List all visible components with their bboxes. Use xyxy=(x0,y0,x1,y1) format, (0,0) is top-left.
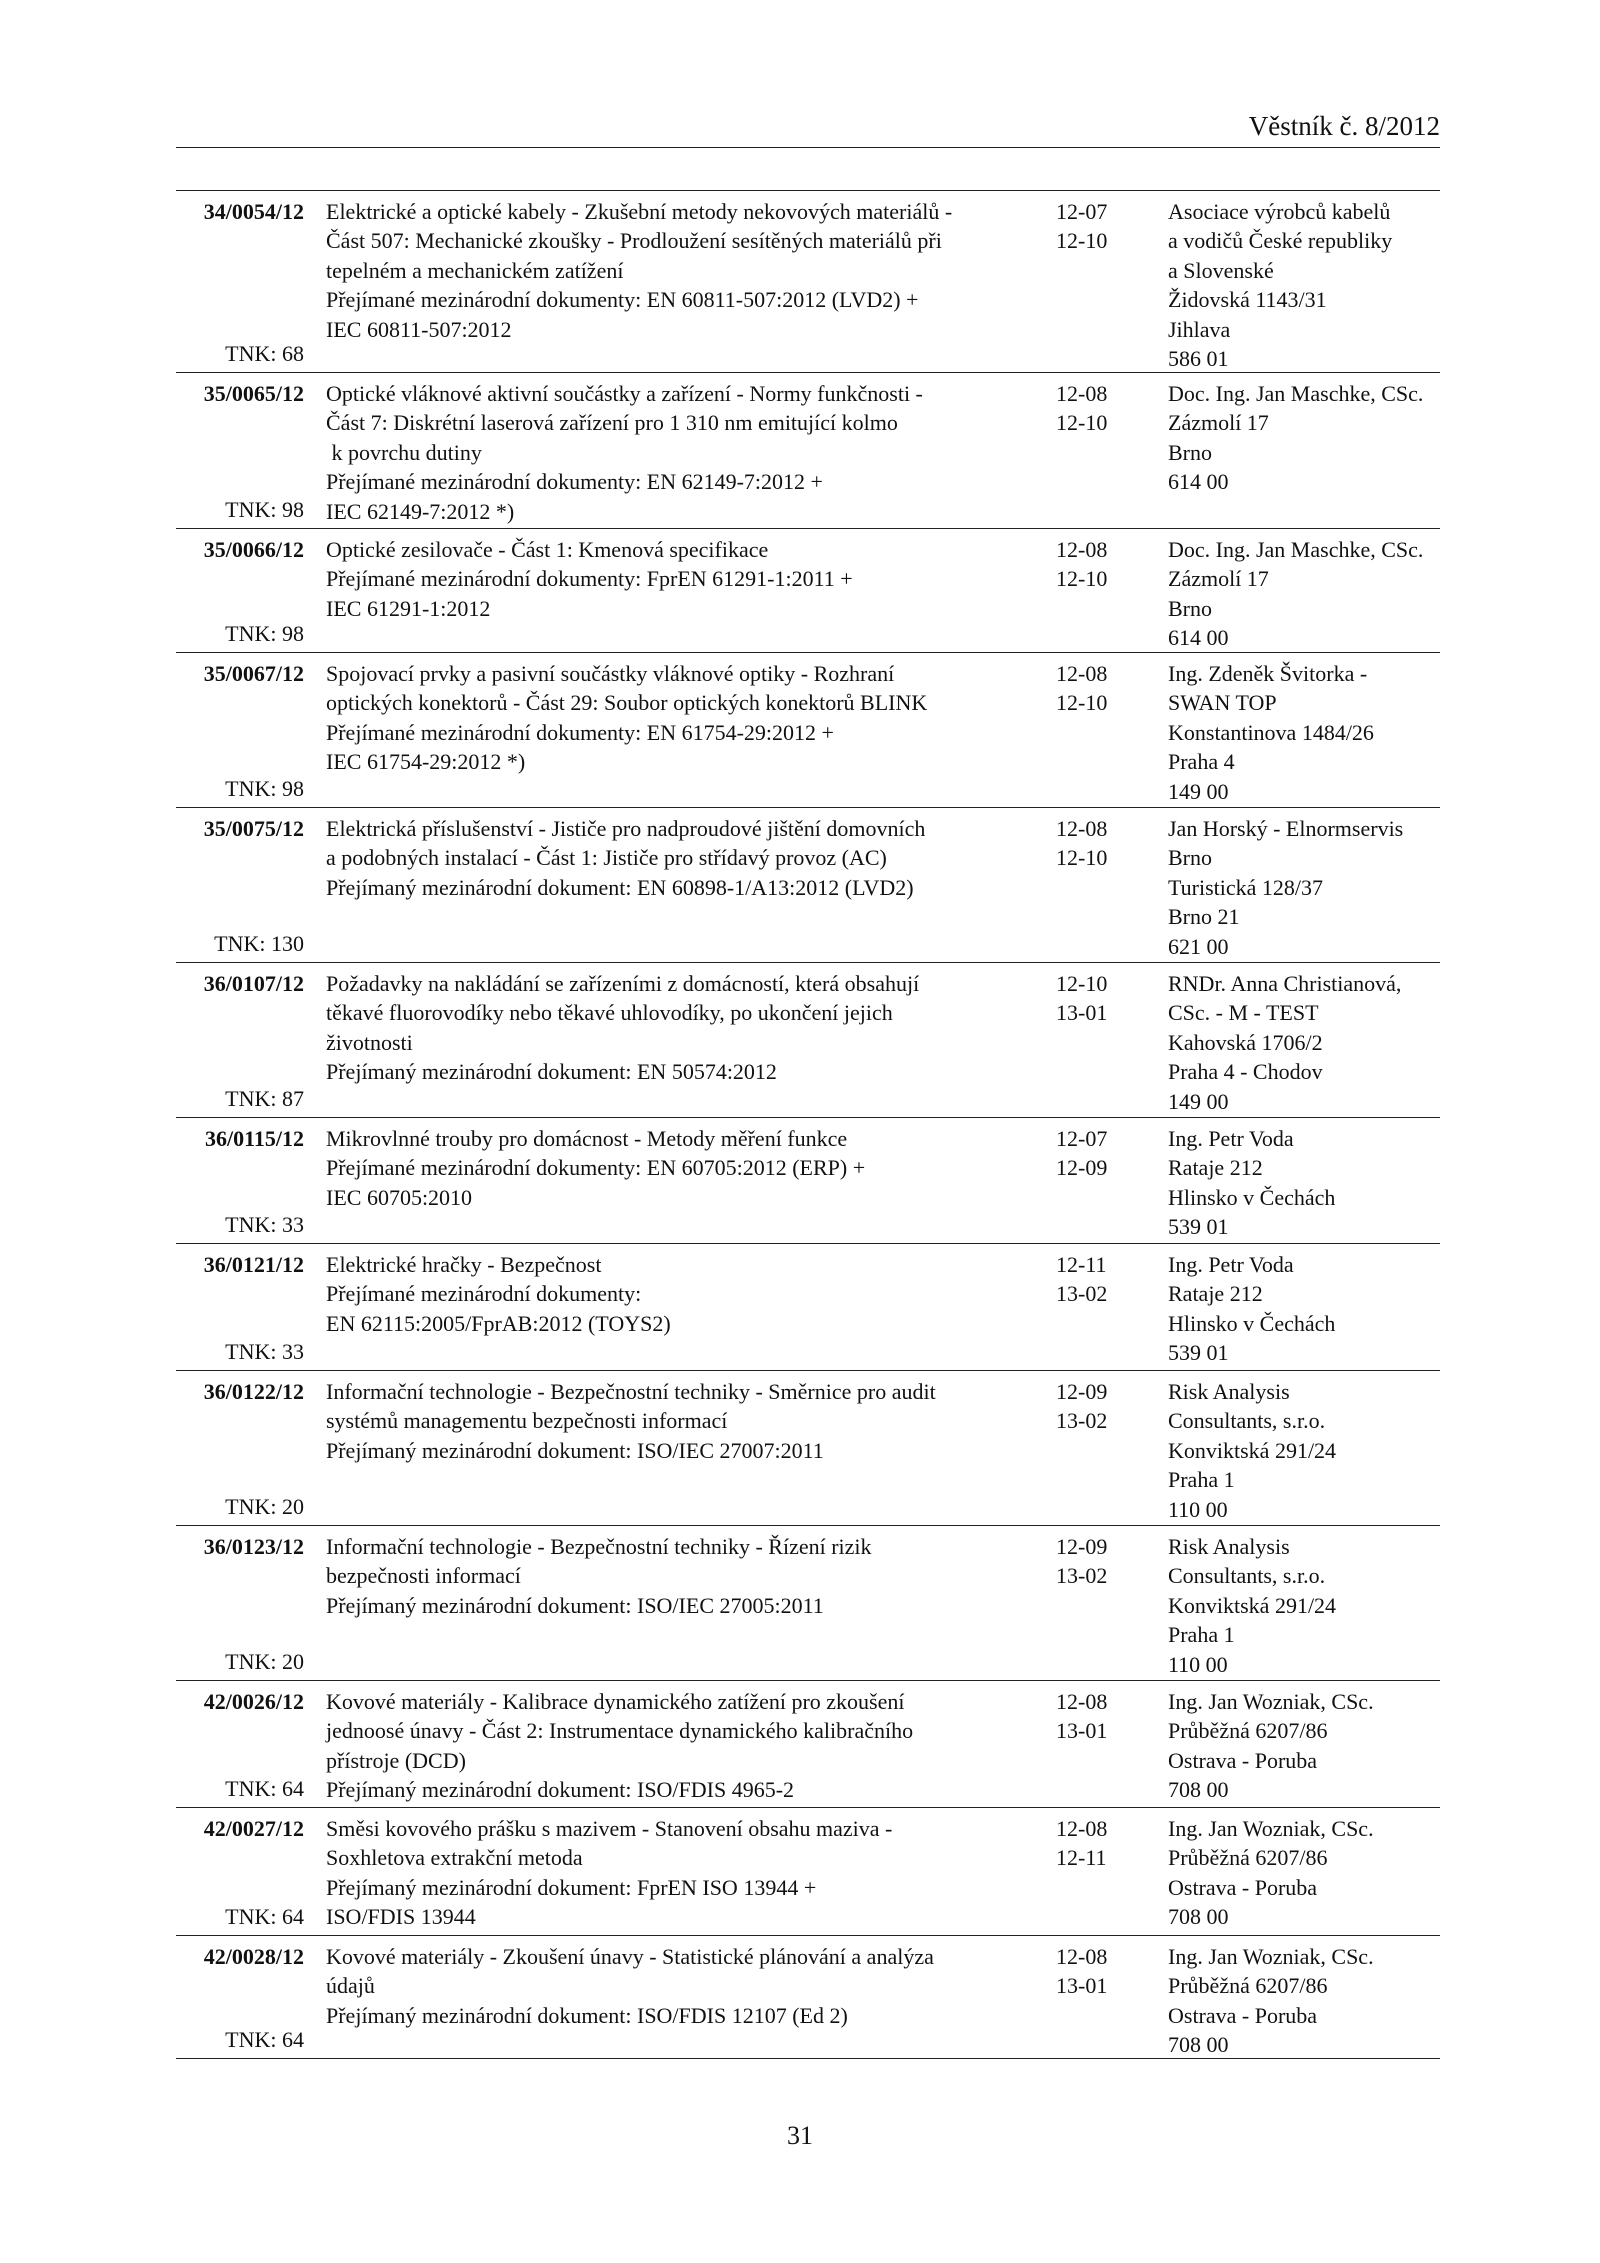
address-line: Židovská 1143/31 xyxy=(1168,287,1327,313)
address-line: Praha 1 xyxy=(1168,1467,1235,1493)
address-line: 539 01 xyxy=(1168,1340,1229,1366)
dates-cell xyxy=(1056,1250,1156,1309)
description-line: Optické vláknové aktivní součástky a zařízení - Normy funkčnosti - xyxy=(326,381,923,406)
tnk-code: TNK: 20 xyxy=(225,1648,304,1674)
address-line: Turistická 128/37 xyxy=(1168,874,1324,900)
description-line: Informační technologie - Bezpečnostní techniky - Řízení rizik xyxy=(326,1534,872,1559)
address-line: Ing. Jan Wozniak, CSc. xyxy=(1168,1944,1374,1969)
address-line: Ing. Jan Wozniak, CSc. xyxy=(1168,1689,1374,1714)
address-line: RNDr. Anna Christianová, xyxy=(1168,971,1402,996)
date-value: 12-11 xyxy=(1056,1252,1107,1277)
address-line: Jihlava xyxy=(1168,316,1231,342)
address-line: a Slovenské xyxy=(1168,257,1274,283)
address-line: Ostrava - Poruba xyxy=(1168,2002,1318,2028)
entry-number: 35/0066/12 xyxy=(203,537,304,562)
description-line: Přejímané mezinárodní dokumenty: EN 62149-7:2012 + xyxy=(326,469,823,495)
address-line: Praha 4 xyxy=(1168,749,1235,775)
address-line: 149 00 xyxy=(1168,1088,1229,1114)
standards-table xyxy=(176,190,1440,2059)
table-row xyxy=(176,1680,1440,1807)
processor-address-cell xyxy=(1168,1532,1443,1679)
description-line: IEC 61754-29:2012 *) xyxy=(326,749,526,775)
description-line: Směsi kovového prášku s mazivem - Stanovení obsahu maziva - xyxy=(326,1816,893,1841)
address-line: 586 01 xyxy=(1168,346,1229,372)
address-line: Hlinsko v Čechách xyxy=(1168,1310,1336,1336)
address-line: Risk Analysis xyxy=(1168,1534,1290,1559)
address-line: Doc. Ing. Jan Maschke, CSc. xyxy=(1168,537,1424,562)
dates-cell xyxy=(1056,1814,1156,1873)
processor-address-cell xyxy=(1168,814,1443,961)
entry-id-cell xyxy=(176,1124,304,1243)
description-line: Přejímané mezinárodní dokumenty: FprEN 61291-1:2011 + xyxy=(326,566,853,592)
address-line: SWAN TOP xyxy=(1168,690,1277,716)
address-line: Asociace výrobců kabelů xyxy=(1168,199,1391,224)
dates-cell xyxy=(1056,1124,1156,1183)
entry-id-cell xyxy=(176,1532,304,1680)
address-line: Průběžná 6207/86 xyxy=(1168,1845,1328,1871)
processor-address-cell xyxy=(1168,197,1443,373)
description-line: Přejímaný mezinárodní dokument: ISO/IEC 27007:2011 xyxy=(326,1437,824,1463)
dates-cell xyxy=(1056,197,1156,256)
entry-id-cell xyxy=(176,814,304,962)
description-line: těkavé fluorovodíky nebo těkavé uhlovodíky, po ukončení jejich xyxy=(326,1000,893,1026)
tnk-code: TNK: 20 xyxy=(225,1493,304,1519)
address-line: Rataje 212 xyxy=(1168,1281,1263,1307)
entry-id-cell xyxy=(176,1814,304,1935)
date-value: 13-01 xyxy=(1056,1973,1108,1999)
processor-address-cell xyxy=(1168,1687,1443,1805)
date-value: 12-08 xyxy=(1056,1689,1108,1714)
date-value: 12-11 xyxy=(1056,1845,1107,1871)
description-line: Přejímané mezinárodní dokumenty: EN 60811-507:2012 (LVD2) + xyxy=(326,287,919,313)
entry-id-cell xyxy=(176,197,304,372)
date-value: 12-10 xyxy=(1056,566,1108,592)
address-line: Brno xyxy=(1168,595,1212,621)
entry-number: 34/0054/12 xyxy=(203,199,304,224)
description-line: EN 62115:2005/FprAB:2012 (TOYS2) xyxy=(326,1310,671,1336)
entry-number: 36/0107/12 xyxy=(203,971,304,996)
dates-cell xyxy=(1056,1532,1156,1591)
table-row xyxy=(176,1807,1440,1935)
entry-number: 35/0067/12 xyxy=(203,661,304,686)
entry-number: 42/0028/12 xyxy=(203,1944,304,1969)
tnk-code: TNK: 64 xyxy=(225,1775,304,1801)
address-line: Risk Analysis xyxy=(1168,1379,1290,1404)
description-line: Kovové materiály - Zkoušení únavy - Statistické plánování a analýza xyxy=(326,1944,934,1969)
processor-address-cell xyxy=(1168,1124,1443,1242)
table-row xyxy=(176,1370,1440,1525)
description-line: Požadavky na nakládání se zařízeními z domácností, která obsahují xyxy=(326,971,920,996)
address-line: Zázmolí 17 xyxy=(1168,566,1269,592)
address-line: Zázmolí 17 xyxy=(1168,410,1269,436)
address-line: 614 00 xyxy=(1168,625,1229,651)
table-row xyxy=(176,962,1440,1117)
entry-id-cell xyxy=(176,1250,304,1370)
description-line: Elektrické hračky - Bezpečnost xyxy=(326,1252,602,1277)
description-line: IEC 60705:2010 xyxy=(326,1184,473,1210)
description-line: Spojovací prvky a pasivní součástky vláknové optiky - Rozhraní xyxy=(326,661,895,686)
dates-cell xyxy=(1056,1942,1156,2001)
address-line: Konviktská 291/24 xyxy=(1168,1592,1337,1618)
entry-id-cell xyxy=(176,1687,304,1807)
description-line: Přejímaný mezinárodní dokument: ISO/FDIS 12107 (Ed 2) xyxy=(326,2002,848,2028)
date-value: 12-10 xyxy=(1056,845,1108,871)
dates-cell xyxy=(1056,659,1156,718)
entry-id-cell xyxy=(176,1942,304,2058)
description-line: Elektrická příslušenství - Jističe pro nadproudové jištění domovních xyxy=(326,816,926,841)
address-line: Průběžná 6207/86 xyxy=(1168,1718,1328,1744)
address-line: Jan Horský - Elnormservis xyxy=(1168,816,1404,841)
description-line: Kovové materiály - Kalibrace dynamického zatížení pro zkoušení xyxy=(326,1689,905,1714)
entry-number: 36/0123/12 xyxy=(203,1534,304,1559)
processor-address-cell xyxy=(1168,535,1443,653)
table-row xyxy=(176,1243,1440,1370)
description-line: přístroje (DCD) xyxy=(326,1747,466,1773)
address-line: Brno 21 xyxy=(1168,904,1240,930)
entry-number: 35/0075/12 xyxy=(203,816,304,841)
table-row xyxy=(176,652,1440,807)
entry-number: 42/0027/12 xyxy=(203,1816,304,1841)
tnk-code: TNK: 64 xyxy=(225,2026,304,2052)
address-line: Konstantinova 1484/26 xyxy=(1168,719,1374,745)
processor-address-cell xyxy=(1168,1377,1443,1524)
description-line: tepelném a mechanickém zatížení xyxy=(326,257,624,283)
date-value: 12-10 xyxy=(1056,228,1108,254)
date-value: 12-07 xyxy=(1056,1126,1108,1151)
address-line: CSc. - M - TEST xyxy=(1168,1000,1319,1026)
description-line: k povrchu dutiny xyxy=(326,439,482,465)
entry-id-cell xyxy=(176,379,304,528)
tnk-code: TNK: 33 xyxy=(225,1211,304,1237)
address-line: 110 00 xyxy=(1168,1651,1228,1677)
tnk-code: TNK: 98 xyxy=(225,775,304,801)
description-line: Přejímané mezinárodní dokumenty: EN 60705:2012 (ERP) + xyxy=(326,1155,866,1181)
table-row xyxy=(176,190,1440,372)
description-line: ISO/FDIS 13944 xyxy=(326,1904,476,1930)
address-line: Praha 4 - Chodov xyxy=(1168,1059,1323,1085)
address-line: 708 00 xyxy=(1168,1777,1229,1803)
description-line: Část 7: Diskrétní laserová zařízení pro 1 310 nm emitující kolmo xyxy=(326,410,898,436)
entry-id-cell xyxy=(176,659,304,807)
date-value: 12-07 xyxy=(1056,199,1108,224)
description-line: Přejímaný mezinárodní dokument: ISO/FDIS 4965-2 xyxy=(326,1777,795,1803)
description-line: bezpečnosti informací xyxy=(326,1563,521,1589)
date-value: 13-01 xyxy=(1056,1000,1108,1026)
date-value: 12-08 xyxy=(1056,537,1108,562)
date-value: 12-08 xyxy=(1056,816,1108,841)
processor-address-cell xyxy=(1168,379,1443,497)
processor-address-cell xyxy=(1168,1942,1443,2060)
entry-id-cell xyxy=(176,1377,304,1525)
entry-number: 36/0115/12 xyxy=(204,1126,304,1151)
address-line: 708 00 xyxy=(1168,1904,1229,1930)
description-line: a podobných instalací - Část 1: Jističe pro střídavý provoz (AC) xyxy=(326,845,887,871)
address-line: Hlinsko v Čechách xyxy=(1168,1184,1336,1210)
journal-issue: Věstník č. 8/2012 xyxy=(1248,111,1440,141)
tnk-code: TNK: 98 xyxy=(225,496,304,522)
processor-address-cell xyxy=(1168,1250,1443,1368)
table-row xyxy=(176,807,1440,962)
address-line: Ing. Petr Voda xyxy=(1168,1126,1294,1151)
description-line: údajů xyxy=(326,1973,375,1999)
date-value: 12-08 xyxy=(1056,1944,1108,1969)
address-line: Ing. Petr Voda xyxy=(1168,1252,1294,1277)
table-row xyxy=(176,1117,1440,1243)
address-line: Ostrava - Poruba xyxy=(1168,1747,1318,1773)
date-value: 13-02 xyxy=(1056,1408,1108,1434)
tnk-code: TNK: 98 xyxy=(225,620,304,646)
description-line: systémů managementu bezpečnosti informací xyxy=(326,1408,728,1434)
date-value: 12-10 xyxy=(1056,410,1108,436)
address-line: Consultants, s.r.o. xyxy=(1168,1408,1326,1434)
dates-cell xyxy=(1056,1687,1156,1746)
tnk-code: TNK: 68 xyxy=(225,340,304,366)
entry-id-cell xyxy=(176,535,304,652)
entry-id-cell xyxy=(176,969,304,1117)
date-value: 12-09 xyxy=(1056,1379,1108,1404)
processor-address-cell xyxy=(1168,659,1443,806)
tnk-code: TNK: 87 xyxy=(225,1085,304,1111)
date-value: 13-02 xyxy=(1056,1281,1108,1307)
date-value: 12-09 xyxy=(1056,1534,1108,1559)
description-line: životnosti xyxy=(326,1029,413,1055)
date-value: 12-10 xyxy=(1056,971,1108,996)
description-line: IEC 61291-1:2012 xyxy=(326,595,491,621)
description-line: Soxhletova extrakční metoda xyxy=(326,1845,583,1871)
dates-cell xyxy=(1056,814,1156,873)
date-value: 13-01 xyxy=(1056,1718,1108,1744)
address-line: Praha 1 xyxy=(1168,1622,1235,1648)
description-line: Přejímaný mezinárodní dokument: EN 50574:2012 xyxy=(326,1059,777,1085)
address-line: 614 00 xyxy=(1168,469,1229,495)
dates-cell xyxy=(1056,535,1156,594)
tnk-code: TNK: 64 xyxy=(225,1903,304,1929)
dates-cell xyxy=(1056,1377,1156,1436)
date-value: 13-02 xyxy=(1056,1563,1108,1589)
address-line: 110 00 xyxy=(1168,1496,1228,1522)
description-line: Část 507: Mechanické zkoušky - Prodloužení sesítěných materiálů při xyxy=(326,228,942,254)
entry-number: 35/0065/12 xyxy=(203,381,304,406)
date-value: 12-08 xyxy=(1056,381,1108,406)
description-line: jednoosé únavy - Část 2: Instrumentace dynamického kalibračního xyxy=(326,1718,914,1744)
description-line: Optické zesilovače - Část 1: Kmenová specifikace xyxy=(326,537,769,562)
address-line: Doc. Ing. Jan Maschke, CSc. xyxy=(1168,381,1424,406)
table-row xyxy=(176,1525,1440,1680)
processor-address-cell xyxy=(1168,969,1443,1116)
address-line: Ostrava - Poruba xyxy=(1168,1874,1318,1900)
table-row xyxy=(176,1935,1440,2059)
address-line: Ing. Zdeněk Švitorka - xyxy=(1168,661,1368,686)
description-line: Elektrické a optické kabely - Zkušební metody nekovových materiálů - xyxy=(326,199,953,224)
address-line: 149 00 xyxy=(1168,778,1229,804)
entry-number: 36/0122/12 xyxy=(203,1379,304,1404)
date-value: 12-08 xyxy=(1056,1816,1108,1841)
address-line: 621 00 xyxy=(1168,933,1229,959)
address-line: Brno xyxy=(1168,439,1212,465)
page-header xyxy=(176,111,1440,148)
description-line: Přejímaný mezinárodní dokument: ISO/IEC 27005:2011 xyxy=(326,1592,824,1618)
description-line: Mikrovlnné trouby pro domácnost - Metody měření funkce xyxy=(326,1126,848,1151)
tnk-code: TNK: 130 xyxy=(214,930,304,956)
address-line: Rataje 212 xyxy=(1168,1155,1263,1181)
address-line: Consultants, s.r.o. xyxy=(1168,1563,1326,1589)
page-number: 31 xyxy=(787,2121,813,2150)
address-line: Ing. Jan Wozniak, CSc. xyxy=(1168,1816,1374,1841)
description-line: IEC 60811-507:2012 xyxy=(326,316,512,342)
description-line: Přejímaný mezinárodní dokument: EN 60898-1/A13:2012 (LVD2) xyxy=(326,874,914,900)
entry-number: 36/0121/12 xyxy=(203,1252,304,1277)
address-line: Kahovská 1706/2 xyxy=(1168,1029,1323,1055)
dates-cell xyxy=(1056,379,1156,438)
address-line: 539 01 xyxy=(1168,1214,1229,1240)
table-row xyxy=(176,372,1440,528)
dates-cell xyxy=(1056,969,1156,1028)
date-value: 12-10 xyxy=(1056,690,1108,716)
description-line: Informační technologie - Bezpečnostní techniky - Směrnice pro audit xyxy=(326,1379,936,1404)
address-line: Brno xyxy=(1168,845,1212,871)
description-line: Přejímané mezinárodní dokumenty: xyxy=(326,1281,642,1307)
address-line: 708 00 xyxy=(1168,2032,1229,2058)
entry-number: 42/0026/12 xyxy=(203,1689,304,1714)
description-line: Přejímané mezinárodní dokumenty: EN 61754-29:2012 + xyxy=(326,719,834,745)
description-line: IEC 62149-7:2012 *) xyxy=(326,498,515,524)
tnk-code: TNK: 33 xyxy=(225,1338,304,1364)
processor-address-cell xyxy=(1168,1814,1443,1932)
address-line: a vodičů České republiky xyxy=(1168,228,1393,254)
date-value: 12-09 xyxy=(1056,1155,1108,1181)
address-line: Průběžná 6207/86 xyxy=(1168,1973,1328,1999)
description-line: Přejímaný mezinárodní dokument: FprEN ISO 13944 + xyxy=(326,1874,817,1900)
description-line: optických konektorů - Část 29: Soubor optických konektorů BLINK xyxy=(326,690,928,716)
address-line: Konviktská 291/24 xyxy=(1168,1437,1337,1463)
date-value: 12-08 xyxy=(1056,661,1108,686)
table-row xyxy=(176,528,1440,652)
